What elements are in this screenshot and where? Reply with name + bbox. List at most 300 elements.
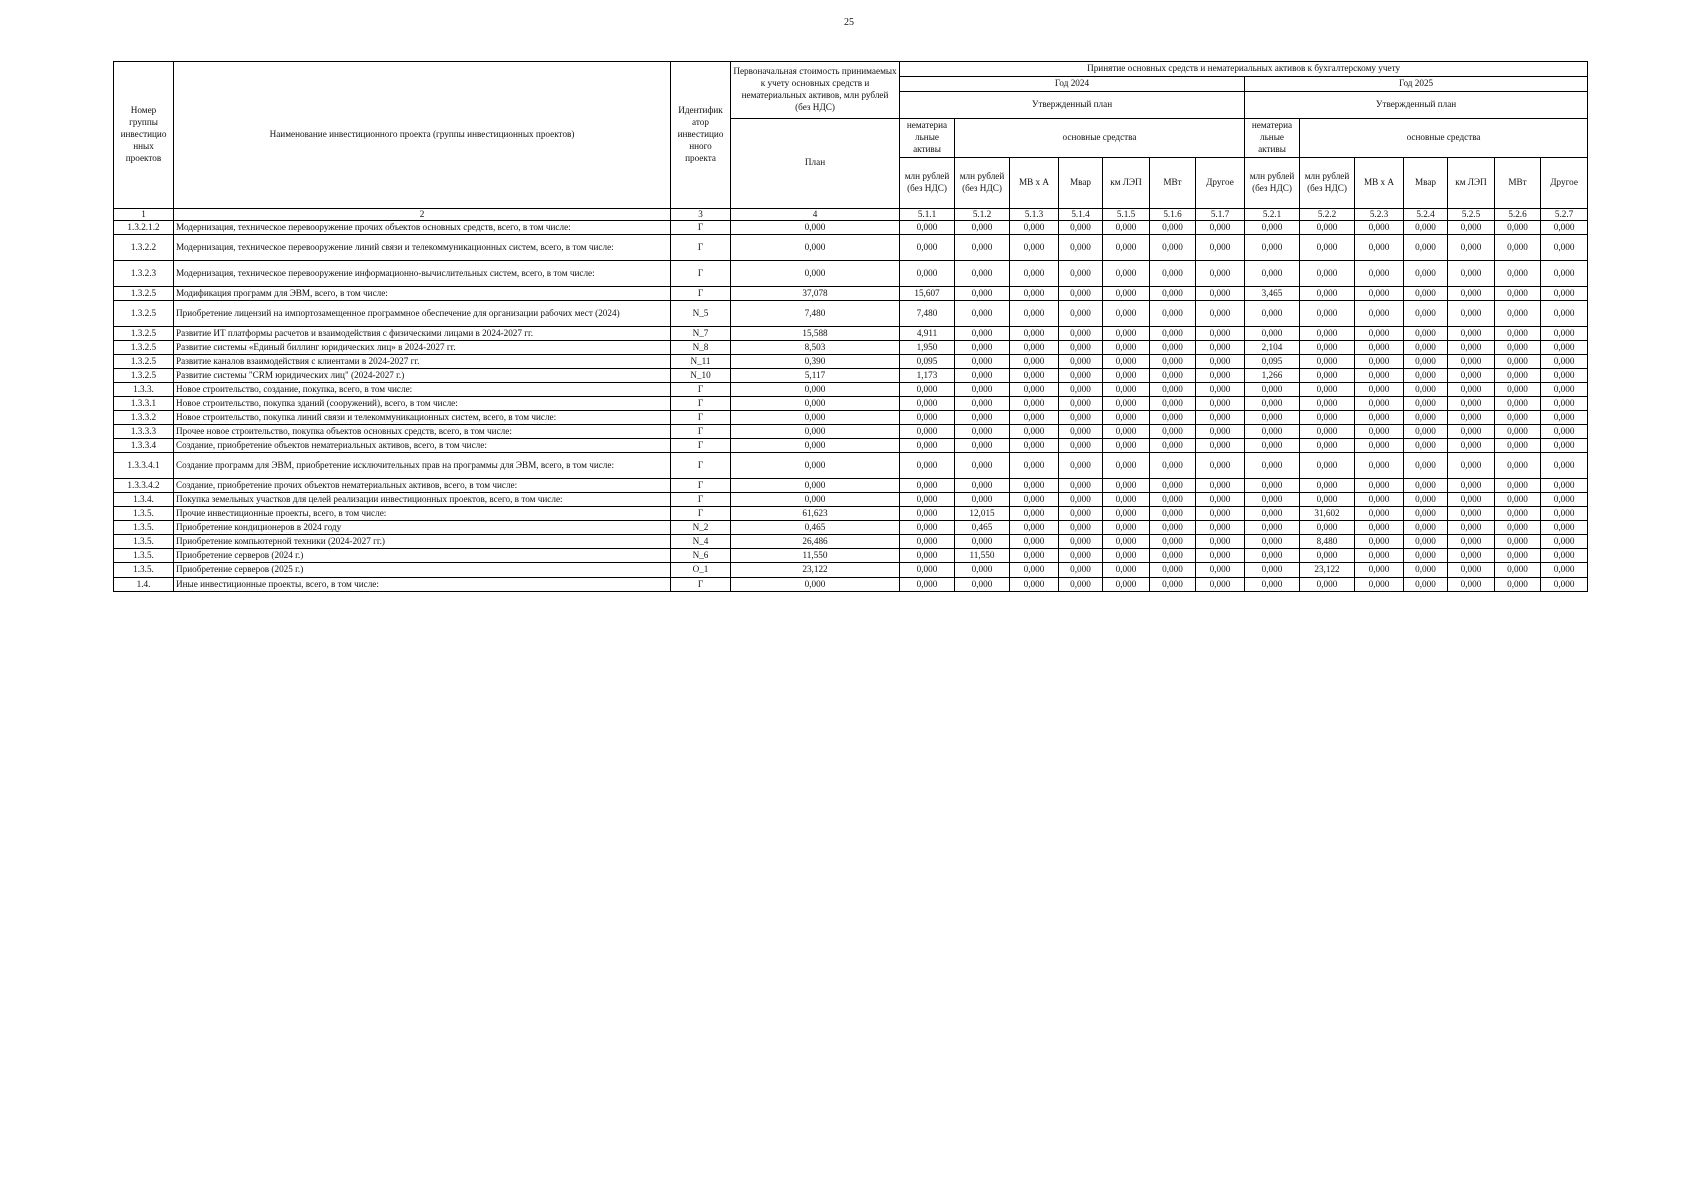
header-year-2024: Год 2024 xyxy=(900,76,1245,91)
row-value-cell: 0,000 xyxy=(1355,439,1404,453)
row-value-cell: 0,000 xyxy=(1245,479,1300,493)
row-value-cell: 0,000 xyxy=(1300,286,1355,300)
header-unit: млн рублей (без НДС) xyxy=(1245,157,1300,208)
row-plan-value: 0,000 xyxy=(731,479,900,493)
row-value-cell: 0,000 xyxy=(1103,493,1150,507)
row-value-cell: 0,000 xyxy=(1404,383,1448,397)
column-number: 5.1.2 xyxy=(955,208,1010,220)
row-project-name: Приобретение кондиционеров в 2024 году xyxy=(174,521,671,535)
row-value-cell: 0,000 xyxy=(1059,425,1103,439)
row-value-cell: 0,000 xyxy=(1404,549,1448,563)
row-group-number: 1.3.3.4.2 xyxy=(114,479,174,493)
row-value-cell: 0,000 xyxy=(1150,234,1196,260)
row-value-cell: 0,000 xyxy=(1448,369,1495,383)
row-value-cell: 0,000 xyxy=(1300,355,1355,369)
row-value-cell: 0,000 xyxy=(1448,439,1495,453)
table-row xyxy=(114,369,1588,383)
row-value-cell: 0,000 xyxy=(1010,479,1059,493)
row-value-cell: 0,000 xyxy=(1059,479,1103,493)
row-value-cell: 0,000 xyxy=(1448,493,1495,507)
row-value-cell: 0,000 xyxy=(1404,479,1448,493)
header-project-name: Наименование инвестиционного проекта (группы инвестиционных проектов) xyxy=(174,62,671,209)
row-value-cell: 0,000 xyxy=(1495,425,1541,439)
row-value-cell: 0,000 xyxy=(1150,577,1196,591)
row-value-cell: 0,000 xyxy=(1150,286,1196,300)
row-project-name: Развитие ИТ платформы расчетов и взаимодействия с физическими лицами в 2024-2027 гг. xyxy=(174,327,671,341)
row-value-cell: 0,000 xyxy=(1010,411,1059,425)
row-project-name: Развитие каналов взаимодействия с клиентами в 2024-2027 гг. xyxy=(174,355,671,369)
row-value-cell: 0,000 xyxy=(1355,327,1404,341)
row-group-number: 1.3.4. xyxy=(114,493,174,507)
row-identifier: Г xyxy=(671,234,731,260)
row-value-cell: 0,000 xyxy=(1495,549,1541,563)
table-row xyxy=(114,234,1588,260)
row-value-cell: 1,950 xyxy=(900,341,955,355)
row-value-cell: 0,000 xyxy=(900,397,955,411)
row-value-cell: 0,000 xyxy=(1541,563,1588,577)
row-value-cell: 0,000 xyxy=(1150,425,1196,439)
header-unit: км ЛЭП xyxy=(1103,157,1150,208)
row-group-number: 1.3.3.1 xyxy=(114,397,174,411)
row-value-cell: 0,000 xyxy=(1495,507,1541,521)
row-plan-value: 0,000 xyxy=(731,453,900,479)
row-value-cell: 0,000 xyxy=(1103,563,1150,577)
row-value-cell: 0,000 xyxy=(1404,355,1448,369)
row-value-cell: 0,000 xyxy=(1541,341,1588,355)
row-value-cell: 0,000 xyxy=(1495,369,1541,383)
row-value-cell: 0,000 xyxy=(1059,521,1103,535)
row-value-cell: 0,000 xyxy=(1245,521,1300,535)
row-value-cell: 0,000 xyxy=(1541,383,1588,397)
row-value-cell: 0,000 xyxy=(1150,383,1196,397)
row-value-cell: 0,000 xyxy=(1059,301,1103,327)
row-group-number: 1.3.5. xyxy=(114,549,174,563)
column-number: 2 xyxy=(174,208,671,220)
row-value-cell: 0,000 xyxy=(955,355,1010,369)
row-plan-value: 0,465 xyxy=(731,521,900,535)
row-identifier: Г xyxy=(671,577,731,591)
row-value-cell: 0,000 xyxy=(1059,397,1103,411)
row-value-cell: 4,911 xyxy=(900,327,955,341)
row-value-cell: 0,000 xyxy=(1300,234,1355,260)
row-value-cell: 0,000 xyxy=(1404,493,1448,507)
row-value-cell: 0,000 xyxy=(1010,521,1059,535)
row-identifier: Г xyxy=(671,397,731,411)
row-value-cell: 0,000 xyxy=(1355,383,1404,397)
column-number: 1 xyxy=(114,208,174,220)
row-identifier: Г xyxy=(671,260,731,286)
row-value-cell: 0,000 xyxy=(1196,234,1245,260)
row-value-cell: 0,000 xyxy=(1404,369,1448,383)
row-value-cell: 0,000 xyxy=(1196,411,1245,425)
row-value-cell: 0,000 xyxy=(1103,549,1150,563)
row-plan-value: 0,390 xyxy=(731,355,900,369)
row-plan-value: 0,000 xyxy=(731,439,900,453)
table-row xyxy=(114,425,1588,439)
row-value-cell: 0,000 xyxy=(1300,327,1355,341)
row-value-cell: 0,000 xyxy=(900,234,955,260)
row-project-name: Модернизация, техническое перевооружение линий связи и телекоммуникационных систем, всего, в том числе: xyxy=(174,234,671,260)
row-value-cell: 0,000 xyxy=(1059,220,1103,234)
row-plan-value: 0,000 xyxy=(731,397,900,411)
row-value-cell: 0,000 xyxy=(1103,220,1150,234)
row-value-cell: 0,000 xyxy=(1448,383,1495,397)
row-value-cell: 0,000 xyxy=(1448,341,1495,355)
row-value-cell: 0,000 xyxy=(1495,577,1541,591)
row-value-cell: 0,000 xyxy=(955,341,1010,355)
row-project-name: Создание, приобретение прочих объектов нематериальных активов, всего, в том числе: xyxy=(174,479,671,493)
table-row xyxy=(114,549,1588,563)
row-value-cell: 0,000 xyxy=(1150,535,1196,549)
row-value-cell: 0,000 xyxy=(1495,521,1541,535)
row-value-cell: 0,000 xyxy=(1245,397,1300,411)
row-value-cell: 0,000 xyxy=(1541,493,1588,507)
table-row xyxy=(114,577,1588,591)
row-value-cell: 0,000 xyxy=(1541,479,1588,493)
row-value-cell: 0,000 xyxy=(900,220,955,234)
row-project-name: Новое строительство, покупка линий связи и телекоммуникационных систем, всего, в том числе: xyxy=(174,411,671,425)
row-value-cell: 0,000 xyxy=(955,479,1010,493)
row-value-cell: 0,000 xyxy=(1150,260,1196,286)
row-value-cell: 0,000 xyxy=(1245,577,1300,591)
row-value-cell: 0,000 xyxy=(1404,327,1448,341)
row-value-cell: 0,000 xyxy=(1448,220,1495,234)
row-group-number: 1.3.2.3 xyxy=(114,260,174,286)
row-value-cell: 0,000 xyxy=(1495,327,1541,341)
row-value-cell: 3,465 xyxy=(1245,286,1300,300)
row-identifier: Г xyxy=(671,425,731,439)
row-project-name: Приобретение серверов (2024 г.) xyxy=(174,549,671,563)
row-value-cell: 0,000 xyxy=(1059,234,1103,260)
row-value-cell: 0,000 xyxy=(1541,286,1588,300)
row-value-cell: 0,000 xyxy=(1103,439,1150,453)
row-plan-value: 0,000 xyxy=(731,383,900,397)
row-group-number: 1.3.3.2 xyxy=(114,411,174,425)
row-value-cell: 0,000 xyxy=(1245,493,1300,507)
row-plan-value: 37,078 xyxy=(731,286,900,300)
row-plan-value: 5,117 xyxy=(731,369,900,383)
row-value-cell: 0,000 xyxy=(1404,439,1448,453)
row-value-cell: 1,173 xyxy=(900,369,955,383)
row-project-name: Новое строительство, создание, покупка, всего, в том числе: xyxy=(174,383,671,397)
row-value-cell: 0,000 xyxy=(1196,397,1245,411)
row-value-cell: 0,000 xyxy=(1448,535,1495,549)
row-value-cell: 0,000 xyxy=(1404,301,1448,327)
column-number: 5.2.6 xyxy=(1495,208,1541,220)
row-value-cell: 1,266 xyxy=(1245,369,1300,383)
header-group-number: Номер группы инвестицио нных проектов xyxy=(114,62,174,209)
row-value-cell: 0,000 xyxy=(1150,327,1196,341)
header-unit: МВт xyxy=(1150,157,1196,208)
row-value-cell: 0,000 xyxy=(900,383,955,397)
row-value-cell: 0,000 xyxy=(1300,220,1355,234)
row-value-cell: 7,480 xyxy=(900,301,955,327)
row-value-cell: 0,000 xyxy=(1495,479,1541,493)
row-group-number: 1.3.2.5 xyxy=(114,369,174,383)
row-value-cell: 0,000 xyxy=(1448,549,1495,563)
column-number: 5.2.1 xyxy=(1245,208,1300,220)
row-value-cell: 0,000 xyxy=(1300,493,1355,507)
row-value-cell: 0,000 xyxy=(1541,577,1588,591)
row-value-cell: 0,000 xyxy=(1103,301,1150,327)
row-value-cell: 0,000 xyxy=(1010,327,1059,341)
row-value-cell: 0,000 xyxy=(1196,439,1245,453)
row-value-cell: 0,000 xyxy=(1245,301,1300,327)
row-value-cell: 0,000 xyxy=(1448,286,1495,300)
row-value-cell: 0,000 xyxy=(1541,301,1588,327)
row-value-cell: 0,000 xyxy=(1103,507,1150,521)
row-project-name: Создание, приобретение объектов нематериальных активов, всего, в том числе: xyxy=(174,439,671,453)
header-unit: Мвар xyxy=(1404,157,1448,208)
row-project-name: Модернизация, техническое перевооружение информационно-вычислительных систем, всего, в том числе: xyxy=(174,260,671,286)
row-value-cell: 0,000 xyxy=(1495,355,1541,369)
row-value-cell: 0,000 xyxy=(1196,286,1245,300)
row-value-cell: 0,000 xyxy=(1495,397,1541,411)
row-value-cell: 0,000 xyxy=(1541,234,1588,260)
row-group-number: 1.3.3.4.1 xyxy=(114,453,174,479)
column-number: 4 xyxy=(731,208,900,220)
column-number: 5.1.4 xyxy=(1059,208,1103,220)
row-value-cell: 0,000 xyxy=(1495,453,1541,479)
row-value-cell: 0,000 xyxy=(1300,411,1355,425)
row-value-cell: 0,000 xyxy=(1541,369,1588,383)
row-value-cell: 0,000 xyxy=(900,563,955,577)
row-value-cell: 0,000 xyxy=(1059,577,1103,591)
table-body xyxy=(114,220,1588,591)
row-value-cell: 12,015 xyxy=(955,507,1010,521)
row-value-cell: 0,000 xyxy=(955,411,1010,425)
row-value-cell: 0,000 xyxy=(1404,220,1448,234)
row-value-cell: 0,000 xyxy=(1404,521,1448,535)
row-value-cell: 0,000 xyxy=(1404,397,1448,411)
row-value-cell: 0,000 xyxy=(1196,577,1245,591)
row-project-name: Прочее новое строительство, покупка объектов основных средств, всего, в том числе: xyxy=(174,425,671,439)
row-value-cell: 0,000 xyxy=(900,411,955,425)
row-plan-value: 61,623 xyxy=(731,507,900,521)
row-value-cell: 0,000 xyxy=(1103,453,1150,479)
row-value-cell: 0,000 xyxy=(1541,220,1588,234)
row-value-cell: 0,000 xyxy=(1196,535,1245,549)
row-value-cell: 0,000 xyxy=(1300,425,1355,439)
row-value-cell: 0,000 xyxy=(1355,549,1404,563)
row-value-cell: 0,000 xyxy=(1448,327,1495,341)
row-value-cell: 0,095 xyxy=(900,355,955,369)
row-group-number: 1.3.5. xyxy=(114,521,174,535)
row-value-cell: 0,000 xyxy=(1404,507,1448,521)
row-group-number: 1.3.2.5 xyxy=(114,301,174,327)
row-plan-value: 26,486 xyxy=(731,535,900,549)
row-group-number: 1.3.3. xyxy=(114,383,174,397)
table-row xyxy=(114,453,1588,479)
row-value-cell: 0,000 xyxy=(1103,355,1150,369)
row-value-cell: 0,000 xyxy=(1010,563,1059,577)
row-value-cell: 0,000 xyxy=(1150,563,1196,577)
row-identifier: N_2 xyxy=(671,521,731,535)
row-value-cell: 0,000 xyxy=(1495,301,1541,327)
row-identifier: Г xyxy=(671,493,731,507)
row-group-number: 1.3.5. xyxy=(114,507,174,521)
row-value-cell: 0,000 xyxy=(955,286,1010,300)
row-value-cell: 0,000 xyxy=(1495,220,1541,234)
row-value-cell: 0,000 xyxy=(1355,521,1404,535)
row-value-cell: 0,000 xyxy=(1355,234,1404,260)
row-value-cell: 0,000 xyxy=(1495,439,1541,453)
header-initial-cost: Первоначальная стоимость принимаемых к учету основных средств и нематериальных активов, млн рублей (без НДС) xyxy=(731,62,900,119)
row-value-cell: 0,000 xyxy=(1245,383,1300,397)
row-value-cell: 0,000 xyxy=(1541,355,1588,369)
row-value-cell: 0,000 xyxy=(1010,453,1059,479)
row-value-cell: 0,000 xyxy=(1059,286,1103,300)
row-project-name: Развитие системы «Единый биллинг юридических лиц» в 2024-2027 гг. xyxy=(174,341,671,355)
row-value-cell: 0,000 xyxy=(1495,383,1541,397)
row-identifier: O_1 xyxy=(671,563,731,577)
row-value-cell: 0,000 xyxy=(1448,563,1495,577)
table-row xyxy=(114,260,1588,286)
row-value-cell: 0,000 xyxy=(955,577,1010,591)
row-group-number: 1.3.2.5 xyxy=(114,327,174,341)
row-value-cell: 0,465 xyxy=(955,521,1010,535)
row-value-cell: 0,000 xyxy=(955,397,1010,411)
row-value-cell: 0,000 xyxy=(1059,535,1103,549)
row-value-cell: 0,000 xyxy=(1196,563,1245,577)
row-value-cell: 0,000 xyxy=(1059,453,1103,479)
investment-table xyxy=(113,61,1588,592)
row-value-cell: 0,000 xyxy=(1300,549,1355,563)
column-number: 5.1.6 xyxy=(1150,208,1196,220)
row-value-cell: 0,000 xyxy=(1495,260,1541,286)
row-group-number: 1.3.3.4 xyxy=(114,439,174,453)
row-value-cell: 0,000 xyxy=(1150,341,1196,355)
row-value-cell: 0,000 xyxy=(955,327,1010,341)
row-value-cell: 0,000 xyxy=(1196,549,1245,563)
row-value-cell: 0,000 xyxy=(1150,493,1196,507)
row-value-cell: 0,000 xyxy=(1196,493,1245,507)
row-value-cell: 0,000 xyxy=(1103,286,1150,300)
row-value-cell: 0,000 xyxy=(1150,355,1196,369)
header-year-2025: Год 2025 xyxy=(1245,76,1588,91)
row-value-cell: 0,000 xyxy=(1495,535,1541,549)
row-value-cell: 0,000 xyxy=(900,549,955,563)
row-project-name: Иные инвестиционные проекты, всего, в том числе: xyxy=(174,577,671,591)
row-value-cell: 0,000 xyxy=(1010,369,1059,383)
row-value-cell: 0,000 xyxy=(1010,549,1059,563)
row-value-cell: 0,000 xyxy=(900,493,955,507)
row-value-cell: 0,000 xyxy=(955,493,1010,507)
row-plan-value: 23,122 xyxy=(731,563,900,577)
row-value-cell: 0,000 xyxy=(1541,397,1588,411)
row-group-number: 1.3.5. xyxy=(114,535,174,549)
header-fixed-assets-2025: основные средства xyxy=(1300,118,1588,157)
row-plan-value: 11,550 xyxy=(731,549,900,563)
row-identifier: N_7 xyxy=(671,327,731,341)
header-unit: Другое xyxy=(1541,157,1588,208)
row-value-cell: 0,000 xyxy=(1150,411,1196,425)
row-value-cell: 0,000 xyxy=(1150,220,1196,234)
row-value-cell: 0,000 xyxy=(955,535,1010,549)
row-identifier: Г xyxy=(671,479,731,493)
row-value-cell: 0,000 xyxy=(1495,341,1541,355)
row-value-cell: 0,000 xyxy=(1355,479,1404,493)
row-value-cell: 0,000 xyxy=(1404,234,1448,260)
row-value-cell: 0,000 xyxy=(1448,397,1495,411)
row-plan-value: 8,503 xyxy=(731,341,900,355)
row-value-cell: 0,000 xyxy=(1103,521,1150,535)
row-project-name: Покупка земельных участков для целей реализации инвестиционных проектов, всего, в том числе: xyxy=(174,493,671,507)
row-value-cell: 0,000 xyxy=(1010,286,1059,300)
row-value-cell: 0,000 xyxy=(1541,425,1588,439)
row-value-cell: 0,000 xyxy=(1010,220,1059,234)
row-value-cell: 0,000 xyxy=(1448,234,1495,260)
row-value-cell: 0,000 xyxy=(900,507,955,521)
row-value-cell: 0,000 xyxy=(900,577,955,591)
row-identifier: Г xyxy=(671,453,731,479)
row-value-cell: 0,000 xyxy=(1059,369,1103,383)
column-number: 5.1.1 xyxy=(900,208,955,220)
row-plan-value: 0,000 xyxy=(731,260,900,286)
column-number: 5.2.7 xyxy=(1541,208,1588,220)
row-value-cell: 0,000 xyxy=(1495,411,1541,425)
row-value-cell: 31,602 xyxy=(1300,507,1355,521)
table-row xyxy=(114,383,1588,397)
row-value-cell: 0,000 xyxy=(1010,493,1059,507)
row-value-cell: 0,000 xyxy=(1495,286,1541,300)
column-number: 3 xyxy=(671,208,731,220)
row-value-cell: 0,000 xyxy=(900,453,955,479)
column-number: 5.2.2 xyxy=(1300,208,1355,220)
row-group-number: 1.3.2.1.2 xyxy=(114,220,174,234)
header-unit: Мвар xyxy=(1059,157,1103,208)
row-value-cell: 0,000 xyxy=(1010,355,1059,369)
row-identifier: N_10 xyxy=(671,369,731,383)
row-value-cell: 0,000 xyxy=(1059,563,1103,577)
row-group-number: 1.3.2.2 xyxy=(114,234,174,260)
row-value-cell: 0,000 xyxy=(955,234,1010,260)
row-value-cell: 0,000 xyxy=(1404,453,1448,479)
row-value-cell: 0,000 xyxy=(1300,341,1355,355)
row-value-cell: 0,000 xyxy=(1196,383,1245,397)
row-identifier: N_4 xyxy=(671,535,731,549)
row-value-cell: 0,000 xyxy=(1059,341,1103,355)
row-project-name: Развитие системы "CRM юридических лиц" (2024-2027 г.) xyxy=(174,369,671,383)
row-value-cell: 0,000 xyxy=(1059,383,1103,397)
row-identifier: N_6 xyxy=(671,549,731,563)
row-identifier: Г xyxy=(671,220,731,234)
row-value-cell: 0,000 xyxy=(1196,341,1245,355)
row-value-cell: 0,000 xyxy=(1355,563,1404,577)
row-value-cell: 0,000 xyxy=(1103,369,1150,383)
row-value-cell: 0,000 xyxy=(1355,397,1404,411)
row-value-cell: 0,000 xyxy=(1150,549,1196,563)
row-value-cell: 0,000 xyxy=(1355,260,1404,286)
row-value-cell: 0,000 xyxy=(1300,301,1355,327)
row-value-cell: 0,000 xyxy=(1103,383,1150,397)
header-fixed-assets-2024: основные средства xyxy=(955,118,1245,157)
row-value-cell: 0,000 xyxy=(1541,549,1588,563)
row-value-cell: 0,000 xyxy=(955,383,1010,397)
row-value-cell: 0,000 xyxy=(1245,411,1300,425)
row-value-cell: 0,000 xyxy=(1541,327,1588,341)
header-unit: млн рублей (без НДС) xyxy=(900,157,955,208)
row-value-cell: 0,000 xyxy=(1404,425,1448,439)
row-value-cell: 0,000 xyxy=(1245,507,1300,521)
row-identifier: Г xyxy=(671,507,731,521)
row-value-cell: 0,000 xyxy=(1355,301,1404,327)
row-value-cell: 0,000 xyxy=(1404,341,1448,355)
row-value-cell: 0,000 xyxy=(1404,535,1448,549)
row-value-cell: 0,000 xyxy=(1541,453,1588,479)
header-approved-plan-2025: Утвержденный план xyxy=(1245,91,1588,118)
row-value-cell: 0,000 xyxy=(1541,411,1588,425)
